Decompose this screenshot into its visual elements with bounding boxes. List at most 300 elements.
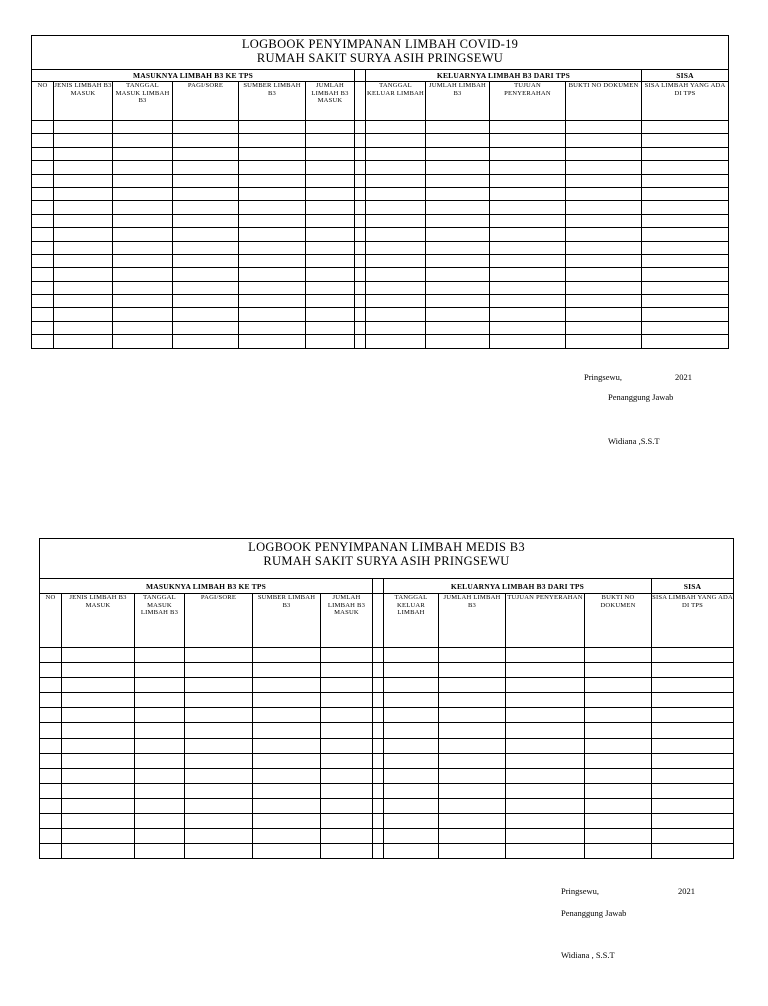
table-cell bbox=[185, 693, 253, 708]
table-cell bbox=[185, 753, 253, 768]
table-cell bbox=[62, 678, 135, 693]
spacer-cell bbox=[355, 161, 366, 174]
table-cell bbox=[642, 295, 729, 308]
spacer-cell bbox=[373, 844, 384, 859]
table-cell bbox=[566, 268, 642, 281]
table-cell bbox=[366, 335, 426, 348]
table-cell bbox=[173, 134, 239, 147]
table-cell bbox=[585, 753, 652, 768]
table-cell bbox=[585, 723, 652, 738]
table-cell bbox=[585, 814, 652, 829]
table-cell bbox=[173, 308, 239, 321]
table-cell bbox=[384, 814, 439, 829]
table-row bbox=[32, 187, 729, 200]
table-cell bbox=[490, 161, 566, 174]
table-cell bbox=[253, 663, 321, 678]
table-cell bbox=[490, 268, 566, 281]
logbook-rows bbox=[40, 648, 734, 859]
table-cell bbox=[366, 254, 426, 267]
table-cell bbox=[135, 768, 185, 783]
table-cell bbox=[490, 187, 566, 200]
table-cell bbox=[62, 723, 135, 738]
table-row bbox=[40, 708, 734, 723]
table-cell bbox=[566, 121, 642, 134]
table-cell bbox=[253, 829, 321, 844]
table-cell bbox=[426, 161, 490, 174]
table-cell bbox=[506, 798, 585, 813]
table-cell bbox=[62, 648, 135, 663]
table-cell bbox=[321, 738, 373, 753]
table-cell bbox=[366, 281, 426, 294]
table-cell bbox=[321, 708, 373, 723]
table-cell bbox=[40, 783, 62, 798]
table-cell bbox=[62, 844, 135, 859]
table-cell bbox=[173, 161, 239, 174]
table-cell bbox=[173, 321, 239, 334]
spacer-cell bbox=[373, 579, 384, 594]
table-cell bbox=[506, 648, 585, 663]
table-cell bbox=[306, 281, 355, 294]
table-cell bbox=[426, 281, 490, 294]
table-cell bbox=[426, 254, 490, 267]
spacer-cell bbox=[355, 187, 366, 200]
table-cell bbox=[321, 829, 373, 844]
table-cell bbox=[384, 829, 439, 844]
table-cell bbox=[32, 268, 54, 281]
table-cell bbox=[135, 798, 185, 813]
table-row bbox=[40, 663, 734, 678]
table-cell bbox=[113, 321, 173, 334]
group-header-rest: SISA bbox=[652, 579, 734, 594]
logbook-table bbox=[31, 35, 729, 349]
table-cell bbox=[585, 798, 652, 813]
table-cell bbox=[506, 783, 585, 798]
table-cell bbox=[642, 134, 729, 147]
table-cell bbox=[32, 241, 54, 254]
table-cell bbox=[185, 768, 253, 783]
signature-block bbox=[561, 886, 741, 966]
table-cell bbox=[306, 201, 355, 214]
table-cell bbox=[426, 268, 490, 281]
table-cell bbox=[40, 753, 62, 768]
table-cell bbox=[439, 678, 506, 693]
table-row bbox=[40, 753, 734, 768]
table-cell bbox=[239, 214, 306, 227]
table-cell bbox=[426, 121, 490, 134]
table-cell bbox=[642, 201, 729, 214]
table-cell bbox=[113, 214, 173, 227]
table-cell bbox=[253, 723, 321, 738]
table-cell bbox=[135, 708, 185, 723]
col-header-no: NO bbox=[32, 82, 54, 121]
table-cell bbox=[652, 844, 734, 859]
table-cell bbox=[366, 308, 426, 321]
table-cell bbox=[321, 798, 373, 813]
table-cell bbox=[366, 321, 426, 334]
spacer-cell bbox=[373, 814, 384, 829]
table-cell bbox=[642, 187, 729, 200]
table-cell bbox=[585, 693, 652, 708]
table-cell bbox=[439, 844, 506, 859]
table-cell bbox=[506, 678, 585, 693]
table-cell bbox=[490, 335, 566, 348]
spacer-cell bbox=[355, 295, 366, 308]
table-cell bbox=[321, 693, 373, 708]
table-cell bbox=[32, 228, 54, 241]
table-row bbox=[32, 268, 729, 281]
signature-name: Widiana ,S.S.T bbox=[608, 436, 660, 446]
table-row bbox=[40, 768, 734, 783]
table-cell bbox=[306, 147, 355, 160]
table-cell bbox=[253, 783, 321, 798]
table-cell bbox=[384, 844, 439, 859]
table-cell bbox=[426, 214, 490, 227]
table-row bbox=[32, 295, 729, 308]
table-cell bbox=[185, 738, 253, 753]
table-cell bbox=[384, 783, 439, 798]
spacer-cell bbox=[355, 241, 366, 254]
table-cell bbox=[113, 308, 173, 321]
table-cell bbox=[173, 335, 239, 348]
table-cell bbox=[426, 187, 490, 200]
table-cell bbox=[54, 174, 113, 187]
table-cell bbox=[253, 648, 321, 663]
table-cell bbox=[185, 783, 253, 798]
table-cell bbox=[566, 201, 642, 214]
table-cell bbox=[62, 663, 135, 678]
table-cell bbox=[306, 121, 355, 134]
spacer-cell bbox=[355, 174, 366, 187]
spacer-cell bbox=[373, 594, 384, 648]
table-cell bbox=[185, 798, 253, 813]
table-cell bbox=[439, 708, 506, 723]
col-header-jenis: JENIS LIMBAH B3 MASUK bbox=[62, 594, 135, 648]
table-cell bbox=[185, 844, 253, 859]
table-cell bbox=[426, 308, 490, 321]
table-cell bbox=[62, 798, 135, 813]
table-cell bbox=[490, 228, 566, 241]
table-cell bbox=[306, 335, 355, 348]
table-cell bbox=[506, 723, 585, 738]
table-cell bbox=[173, 187, 239, 200]
table-cell bbox=[426, 228, 490, 241]
spacer-cell bbox=[373, 663, 384, 678]
table-row bbox=[40, 648, 734, 663]
col-header-sisa: SISA LIMBAH YANG ADA DI TPS bbox=[652, 594, 734, 648]
table-cell bbox=[306, 174, 355, 187]
table-cell bbox=[384, 678, 439, 693]
table-cell bbox=[642, 161, 729, 174]
signature-block bbox=[584, 372, 744, 452]
spacer-cell bbox=[355, 254, 366, 267]
table-cell bbox=[135, 783, 185, 798]
table-row bbox=[32, 174, 729, 187]
table-cell bbox=[54, 254, 113, 267]
table-cell bbox=[490, 134, 566, 147]
group-header-in: MASUKNYA LIMBAH B3 KE TPS bbox=[40, 579, 373, 594]
group-header-out: KELUARNYA LIMBAH B3 DARI TPS bbox=[384, 579, 652, 594]
table-cell bbox=[253, 678, 321, 693]
signature-place: Pringsewu, bbox=[561, 886, 600, 896]
table-cell bbox=[32, 161, 54, 174]
table-cell bbox=[490, 308, 566, 321]
spacer-cell bbox=[373, 678, 384, 693]
table-cell bbox=[32, 214, 54, 227]
signature-place: Pringsewu, bbox=[584, 372, 623, 382]
spacer-cell bbox=[355, 308, 366, 321]
table-cell bbox=[426, 335, 490, 348]
table-cell bbox=[321, 753, 373, 768]
col-header-jumlah-masuk: JUMLAH LIMBAH B3 MASUK bbox=[321, 594, 373, 648]
table-cell bbox=[54, 295, 113, 308]
table-cell bbox=[384, 753, 439, 768]
table-cell bbox=[113, 335, 173, 348]
table-cell bbox=[439, 829, 506, 844]
table-cell bbox=[566, 161, 642, 174]
table-cell bbox=[642, 241, 729, 254]
col-header-tujuan: TUJUAN PENYERAHAN bbox=[506, 594, 585, 648]
table-row bbox=[40, 738, 734, 753]
table-cell bbox=[566, 295, 642, 308]
table-cell bbox=[173, 121, 239, 134]
table-cell bbox=[585, 678, 652, 693]
spacer-cell bbox=[373, 708, 384, 723]
table-cell bbox=[566, 174, 642, 187]
table-cell bbox=[321, 678, 373, 693]
table-cell bbox=[652, 648, 734, 663]
table-cell bbox=[585, 738, 652, 753]
table-cell bbox=[585, 783, 652, 798]
table-cell bbox=[366, 295, 426, 308]
table-cell bbox=[62, 768, 135, 783]
table-cell bbox=[173, 241, 239, 254]
table-cell bbox=[652, 814, 734, 829]
table-cell bbox=[62, 738, 135, 753]
table-cell bbox=[642, 147, 729, 160]
table-cell bbox=[306, 214, 355, 227]
table-cell bbox=[40, 678, 62, 693]
col-header-sumber: SUMBER LIMBAH B3 bbox=[239, 82, 306, 121]
table-row bbox=[40, 783, 734, 798]
col-header-tanggal-keluar: TANGGAL KELUAR LIMBAH bbox=[366, 82, 426, 121]
table-row bbox=[32, 281, 729, 294]
table-row bbox=[32, 214, 729, 227]
table-cell bbox=[585, 829, 652, 844]
table-row bbox=[40, 829, 734, 844]
table-cell bbox=[239, 187, 306, 200]
table-cell bbox=[135, 663, 185, 678]
table-cell bbox=[439, 768, 506, 783]
table-cell bbox=[239, 241, 306, 254]
table-cell bbox=[490, 201, 566, 214]
table-cell bbox=[306, 321, 355, 334]
table-cell bbox=[135, 829, 185, 844]
table-cell bbox=[652, 753, 734, 768]
table-cell bbox=[366, 187, 426, 200]
table-cell bbox=[239, 201, 306, 214]
col-header-tujuan: TUJUAN PENYERAHAN bbox=[490, 82, 566, 121]
table-cell bbox=[439, 663, 506, 678]
col-header-bukti: BUKTI NO DOKUMEN bbox=[585, 594, 652, 648]
table-cell bbox=[239, 228, 306, 241]
table-cell bbox=[384, 738, 439, 753]
table-cell bbox=[239, 134, 306, 147]
table-cell bbox=[306, 134, 355, 147]
table-cell bbox=[384, 648, 439, 663]
table-cell bbox=[652, 663, 734, 678]
table-cell bbox=[490, 214, 566, 227]
table-cell bbox=[40, 768, 62, 783]
table-cell bbox=[32, 254, 54, 267]
title-line-2: RUMAH SAKIT SURYA ASIH PRINGSEWU bbox=[263, 554, 510, 568]
table-cell bbox=[506, 663, 585, 678]
table-cell bbox=[113, 295, 173, 308]
table-row bbox=[32, 308, 729, 321]
table-cell bbox=[185, 708, 253, 723]
title-line-1: LOGBOOK PENYIMPANAN LIMBAH MEDIS B3 bbox=[248, 540, 525, 554]
spacer-cell bbox=[373, 829, 384, 844]
table-cell bbox=[321, 648, 373, 663]
table-cell bbox=[113, 121, 173, 134]
table-cell bbox=[40, 798, 62, 813]
table-cell bbox=[54, 308, 113, 321]
table-cell bbox=[506, 814, 585, 829]
table-cell bbox=[642, 335, 729, 348]
spacer-cell bbox=[355, 147, 366, 160]
table-row bbox=[40, 678, 734, 693]
table-cell bbox=[439, 798, 506, 813]
table-cell bbox=[54, 134, 113, 147]
col-header-bukti: BUKTI NO DOKUMEN bbox=[566, 82, 642, 121]
col-header-sisa: SISA LIMBAH YANG ADA DI TPS bbox=[642, 82, 729, 121]
table-cell bbox=[239, 268, 306, 281]
table-cell bbox=[253, 693, 321, 708]
table-cell bbox=[253, 768, 321, 783]
table-cell bbox=[113, 161, 173, 174]
table-cell bbox=[62, 829, 135, 844]
table-cell bbox=[253, 798, 321, 813]
table-cell bbox=[566, 134, 642, 147]
table-cell bbox=[135, 693, 185, 708]
logbook-table bbox=[39, 538, 734, 859]
table-cell bbox=[642, 174, 729, 187]
table-cell bbox=[306, 254, 355, 267]
spacer-cell bbox=[355, 335, 366, 348]
table-cell bbox=[366, 268, 426, 281]
table-cell bbox=[585, 768, 652, 783]
table-cell bbox=[490, 147, 566, 160]
table-cell bbox=[439, 723, 506, 738]
table-cell bbox=[32, 121, 54, 134]
table-cell bbox=[490, 121, 566, 134]
table-cell bbox=[306, 228, 355, 241]
table-cell bbox=[40, 708, 62, 723]
table-cell bbox=[54, 187, 113, 200]
table-row bbox=[32, 121, 729, 134]
col-header-jumlah-masuk: JUMLAH LIMBAH B3 MASUK bbox=[306, 82, 355, 121]
logbook-title bbox=[40, 539, 734, 579]
col-header-tanggal-keluar: TANGGAL KELUAR LIMBAH bbox=[384, 594, 439, 648]
table-cell bbox=[54, 214, 113, 227]
table-cell bbox=[173, 228, 239, 241]
table-cell bbox=[185, 723, 253, 738]
title-line-2: RUMAH SAKIT SURYA ASIH PRINGSEWU bbox=[256, 51, 504, 65]
table-cell bbox=[566, 214, 642, 227]
table-row bbox=[32, 241, 729, 254]
table-cell bbox=[566, 281, 642, 294]
spacer-cell bbox=[373, 753, 384, 768]
table-cell bbox=[366, 214, 426, 227]
table-cell bbox=[173, 174, 239, 187]
table-cell bbox=[652, 693, 734, 708]
table-row bbox=[32, 321, 729, 334]
table-row bbox=[32, 147, 729, 160]
table-cell bbox=[32, 187, 54, 200]
table-cell bbox=[439, 783, 506, 798]
table-cell bbox=[642, 214, 729, 227]
table-cell bbox=[62, 693, 135, 708]
table-cell bbox=[642, 228, 729, 241]
spacer-cell bbox=[355, 121, 366, 134]
table-row bbox=[32, 254, 729, 267]
logbook-covid bbox=[31, 35, 728, 349]
table-cell bbox=[40, 844, 62, 859]
signature-role: Penanggung Jawab bbox=[608, 392, 674, 402]
table-row bbox=[40, 723, 734, 738]
table-cell bbox=[54, 121, 113, 134]
table-cell bbox=[54, 335, 113, 348]
spacer-cell bbox=[355, 268, 366, 281]
table-cell bbox=[113, 147, 173, 160]
table-cell bbox=[506, 738, 585, 753]
table-row bbox=[40, 844, 734, 859]
table-cell bbox=[642, 268, 729, 281]
table-cell bbox=[566, 308, 642, 321]
table-cell bbox=[185, 678, 253, 693]
col-header-no: NO bbox=[40, 594, 62, 648]
table-cell bbox=[113, 228, 173, 241]
table-cell bbox=[32, 147, 54, 160]
table-cell bbox=[135, 753, 185, 768]
table-cell bbox=[366, 147, 426, 160]
table-cell bbox=[173, 214, 239, 227]
table-cell bbox=[506, 768, 585, 783]
group-header-in: MASUKNYA LIMBAH B3 KE TPS bbox=[32, 70, 355, 82]
table-cell bbox=[54, 228, 113, 241]
table-cell bbox=[366, 201, 426, 214]
table-cell bbox=[173, 295, 239, 308]
table-cell bbox=[321, 783, 373, 798]
col-header-jumlah: JUMLAH LIMBAH B3 bbox=[426, 82, 490, 121]
table-cell bbox=[652, 723, 734, 738]
table-cell bbox=[113, 174, 173, 187]
table-cell bbox=[40, 829, 62, 844]
table-cell bbox=[384, 663, 439, 678]
table-cell bbox=[185, 814, 253, 829]
spacer-cell bbox=[373, 768, 384, 783]
table-cell bbox=[366, 174, 426, 187]
table-cell bbox=[321, 768, 373, 783]
table-row bbox=[32, 335, 729, 348]
table-cell bbox=[566, 335, 642, 348]
logbook-medis bbox=[39, 538, 733, 859]
table-cell bbox=[239, 295, 306, 308]
table-cell bbox=[239, 174, 306, 187]
table-cell bbox=[54, 281, 113, 294]
table-cell bbox=[253, 844, 321, 859]
table-cell bbox=[366, 241, 426, 254]
table-cell bbox=[40, 738, 62, 753]
